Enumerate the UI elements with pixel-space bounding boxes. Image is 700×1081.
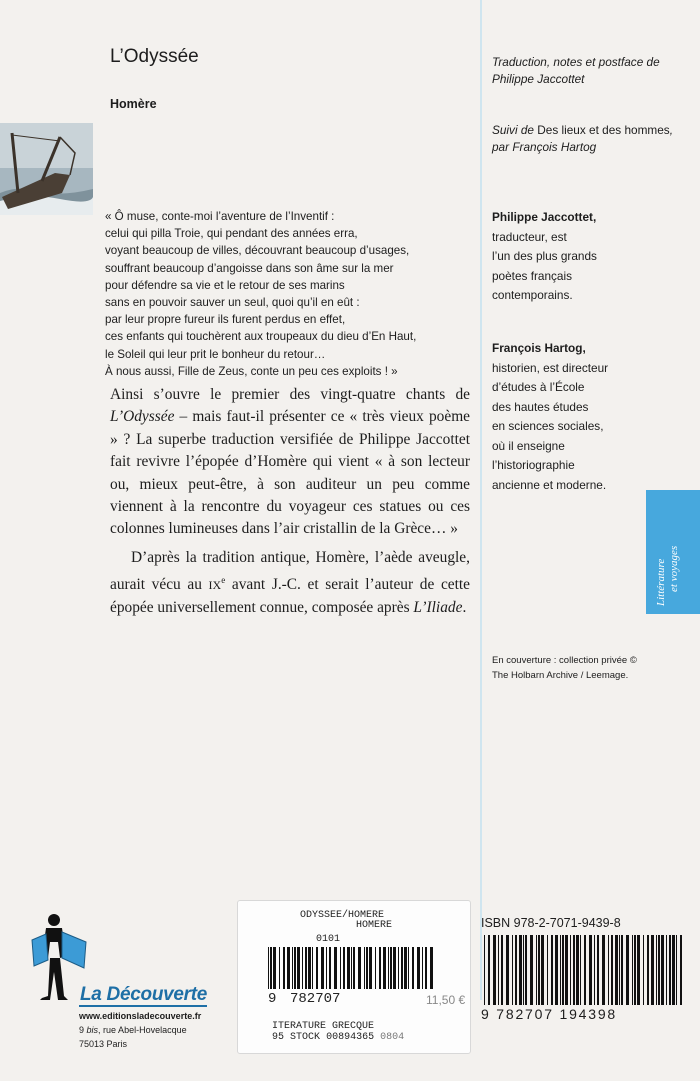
isbn-label: ISBN 978-2-7071-9439-8 — [481, 916, 621, 930]
barcode-bar — [321, 947, 324, 989]
translation-credit: Traduction, notes et postface de Philippe Jaccottet — [492, 55, 660, 86]
barcode-bar — [530, 935, 533, 1005]
barcode-bar — [551, 935, 553, 1005]
barcode-bar — [676, 935, 677, 1005]
barcode-bar — [656, 935, 657, 1005]
ean-barcode — [478, 935, 688, 1010]
barcode-bar — [589, 935, 592, 1005]
quote-line: À nous aussi, Fille de Zeus, conte un peu ces exploits ! » — [105, 364, 398, 378]
barcode-bar — [611, 935, 613, 1005]
barcode-bar — [536, 935, 537, 1005]
barcode-bar — [343, 947, 345, 989]
barcode-bar — [393, 947, 396, 989]
barcode-bar — [565, 935, 568, 1005]
quote-line: le Soleil qui leur prit le bonheur du retour… — [105, 347, 326, 361]
barcode-bar — [672, 935, 675, 1005]
barcode-bar — [538, 935, 540, 1005]
barcode-bar — [523, 935, 524, 1005]
sticker-barcode — [262, 947, 442, 989]
column-divider — [480, 0, 482, 1000]
back-cover-blurb — [110, 384, 470, 619]
price-sticker: ODYSSEE/HOMERE HOMERE 0101 9 782707 11,50 € ITERATURE GRECQUE 95 STOCK 00894365 0804 — [237, 900, 471, 1054]
book-title: L’Odyssée — [110, 46, 199, 67]
brand-underline — [79, 1005, 207, 1007]
barcode-bar — [292, 947, 293, 989]
barcode-bar — [273, 947, 276, 989]
barcode-bar — [412, 947, 414, 989]
barcode-bar — [287, 947, 290, 989]
barcode-bar — [302, 947, 303, 989]
barcode-bar — [353, 947, 355, 989]
barcode-bar — [351, 947, 352, 989]
barcode-bar — [283, 947, 285, 989]
barcode-bar — [308, 947, 311, 989]
barcode-bar — [621, 935, 623, 1005]
barcode-bar — [562, 935, 564, 1005]
barcode-bar — [651, 935, 654, 1005]
cover-ship-image — [0, 123, 93, 215]
quote-line: souffrant beaucoup d’angoisse dans son âme sur la mer — [105, 261, 394, 275]
work-title: L’Odyssée — [110, 408, 175, 426]
barcode-bar — [570, 935, 571, 1005]
barcode-bar — [294, 947, 296, 989]
book-author: Homère — [110, 97, 157, 111]
historian-bio: François Hartog, historien, est directeur d’études à l’École des hautes études en sciences sociales, où il enseigne l’historiographie ancienne et moderne. — [492, 341, 609, 492]
barcode-bar — [422, 947, 423, 989]
barcode-bar — [525, 935, 527, 1005]
barcode-bar — [573, 935, 575, 1005]
barcode-bar — [329, 947, 331, 989]
quote-line: ces enfants qui touchèrent aux troupeaux du dieu d’En Haut, — [105, 330, 417, 344]
barcode-bar — [270, 947, 272, 989]
epigraph-quote — [105, 208, 475, 380]
barcode-bar — [364, 947, 365, 989]
barcode-bar — [340, 947, 341, 989]
barcode-bar — [334, 947, 337, 989]
barcode-bar — [634, 935, 636, 1005]
barcode-bar — [602, 935, 605, 1005]
barcode-bar — [555, 935, 558, 1005]
publisher-name: La Découverte — [80, 984, 208, 1005]
blurb-paragraph: D’après la tradition antique, Homère, l’aède aveugle, aurait vécu au IXe avant J.-C. et serait l’auteur de cette épopée universellement connue, composée après L’Iliade. — [110, 548, 470, 616]
work-title: L’Iliade — [413, 598, 463, 616]
barcode-bar — [312, 947, 313, 989]
barcode-bar — [608, 935, 609, 1005]
barcode-bar — [594, 935, 595, 1005]
barcode-bar — [515, 935, 517, 1005]
barcode-bar — [268, 947, 269, 989]
quote-line: pour défendre sa vie et le retour de ses marins — [105, 278, 345, 292]
barcode-bar — [501, 935, 503, 1005]
barcode-bar — [297, 947, 300, 989]
barcode-bar — [366, 947, 368, 989]
barcode-bar — [680, 935, 682, 1005]
quote-line: celui qui pilla Troie, qui pendant des années erra, — [105, 227, 358, 241]
barcode-bar — [379, 947, 381, 989]
quote-line: par leur propre fureur ils furent perdus en effet, — [105, 313, 346, 327]
quote-line: sans en pouvoir sauver un seul, quoi qu’il en eût : — [105, 296, 360, 310]
barcode-bar — [661, 935, 664, 1005]
barcode-bar — [493, 935, 496, 1005]
barcode-bar — [637, 935, 640, 1005]
barcode-bar — [404, 947, 407, 989]
barcode-bar — [488, 935, 490, 1005]
cover-credit: En couverture : collection privée © The Holbarn Archive / Leemage. — [492, 655, 637, 681]
barcode-bar — [430, 947, 433, 989]
barcode-bar — [647, 935, 649, 1005]
barcode-bar — [398, 947, 399, 989]
barcode-bar — [658, 935, 660, 1005]
barcode-bar — [560, 935, 561, 1005]
barcode-bar — [316, 947, 318, 989]
barcode-bar — [484, 935, 485, 1005]
barcode-bar — [547, 935, 548, 1005]
companion-text-credit: Suivi de Des lieux et des hommes, par François Hartog — [492, 123, 673, 154]
barcode-bar — [305, 947, 307, 989]
barcode-bar — [669, 935, 671, 1005]
barcode-bar — [541, 935, 544, 1005]
barcode-bar — [417, 947, 420, 989]
barcode-bar — [425, 947, 427, 989]
barcode-bar — [498, 935, 499, 1005]
translator-bio: Philippe Jaccottet, traducteur, est l’un des plus grands poètes français contemporains. — [492, 210, 597, 302]
barcode-bar — [326, 947, 327, 989]
publisher-address: www.editionsladecouverte.fr 9 bis, rue Abel-Hovelacque 75013 Paris — [79, 1011, 202, 1049]
barcode-bar — [383, 947, 386, 989]
barcode-bar — [347, 947, 350, 989]
barcode-bar — [584, 935, 586, 1005]
quote-line: voyant beaucoup de villes, découvrant beaucoup d’usages, — [105, 244, 410, 258]
barcode-bar — [597, 935, 599, 1005]
collection-tab — [646, 490, 700, 614]
ean-number: 9 782707 194398 — [481, 1006, 617, 1022]
barcode-bar — [666, 935, 667, 1005]
barcode-bar — [358, 947, 361, 989]
barcode-bar — [519, 935, 522, 1005]
barcode-bar — [643, 935, 644, 1005]
barcode-bar — [615, 935, 618, 1005]
barcode-bar — [619, 935, 620, 1005]
collection-label: Littérature et voyages — [655, 545, 680, 606]
barcode-bar — [512, 935, 513, 1005]
barcode-bar — [369, 947, 372, 989]
barcode-bar — [632, 935, 633, 1005]
barcode-bar — [576, 935, 579, 1005]
barcode-bar — [388, 947, 389, 989]
publisher-website: www.editionsladecouverte.fr — [79, 1011, 202, 1021]
barcode-bar — [401, 947, 403, 989]
barcode-bar — [390, 947, 392, 989]
barcode-bar — [279, 947, 280, 989]
barcode-bar — [626, 935, 629, 1005]
price-label: 11,50 € — [426, 993, 466, 1007]
barcode-bar — [375, 947, 376, 989]
barcode-bar — [580, 935, 581, 1005]
quote-line: « Ô muse, conte-moi l’aventure de l’Inventif : — [105, 210, 335, 223]
barcode-bar — [506, 935, 509, 1005]
barcode-bar — [408, 947, 409, 989]
blurb-paragraph: Ainsi s’ouvre le premier des vingt-quatre chants de L’Odyssée – mais faut-il présenter ce « très vieux poème » ? La superbe traduction versifiée de Philippe Jaccottet fait revivre l’épopée d’Homère qui vient « à son lecteur ou, mieux peut-être, à son auditeur un peu comme viennent à la rencontre du voyageur ces statues ou ces colonnes lumineuses dans l’air cristallin de la Grèce… » — [110, 386, 470, 538]
